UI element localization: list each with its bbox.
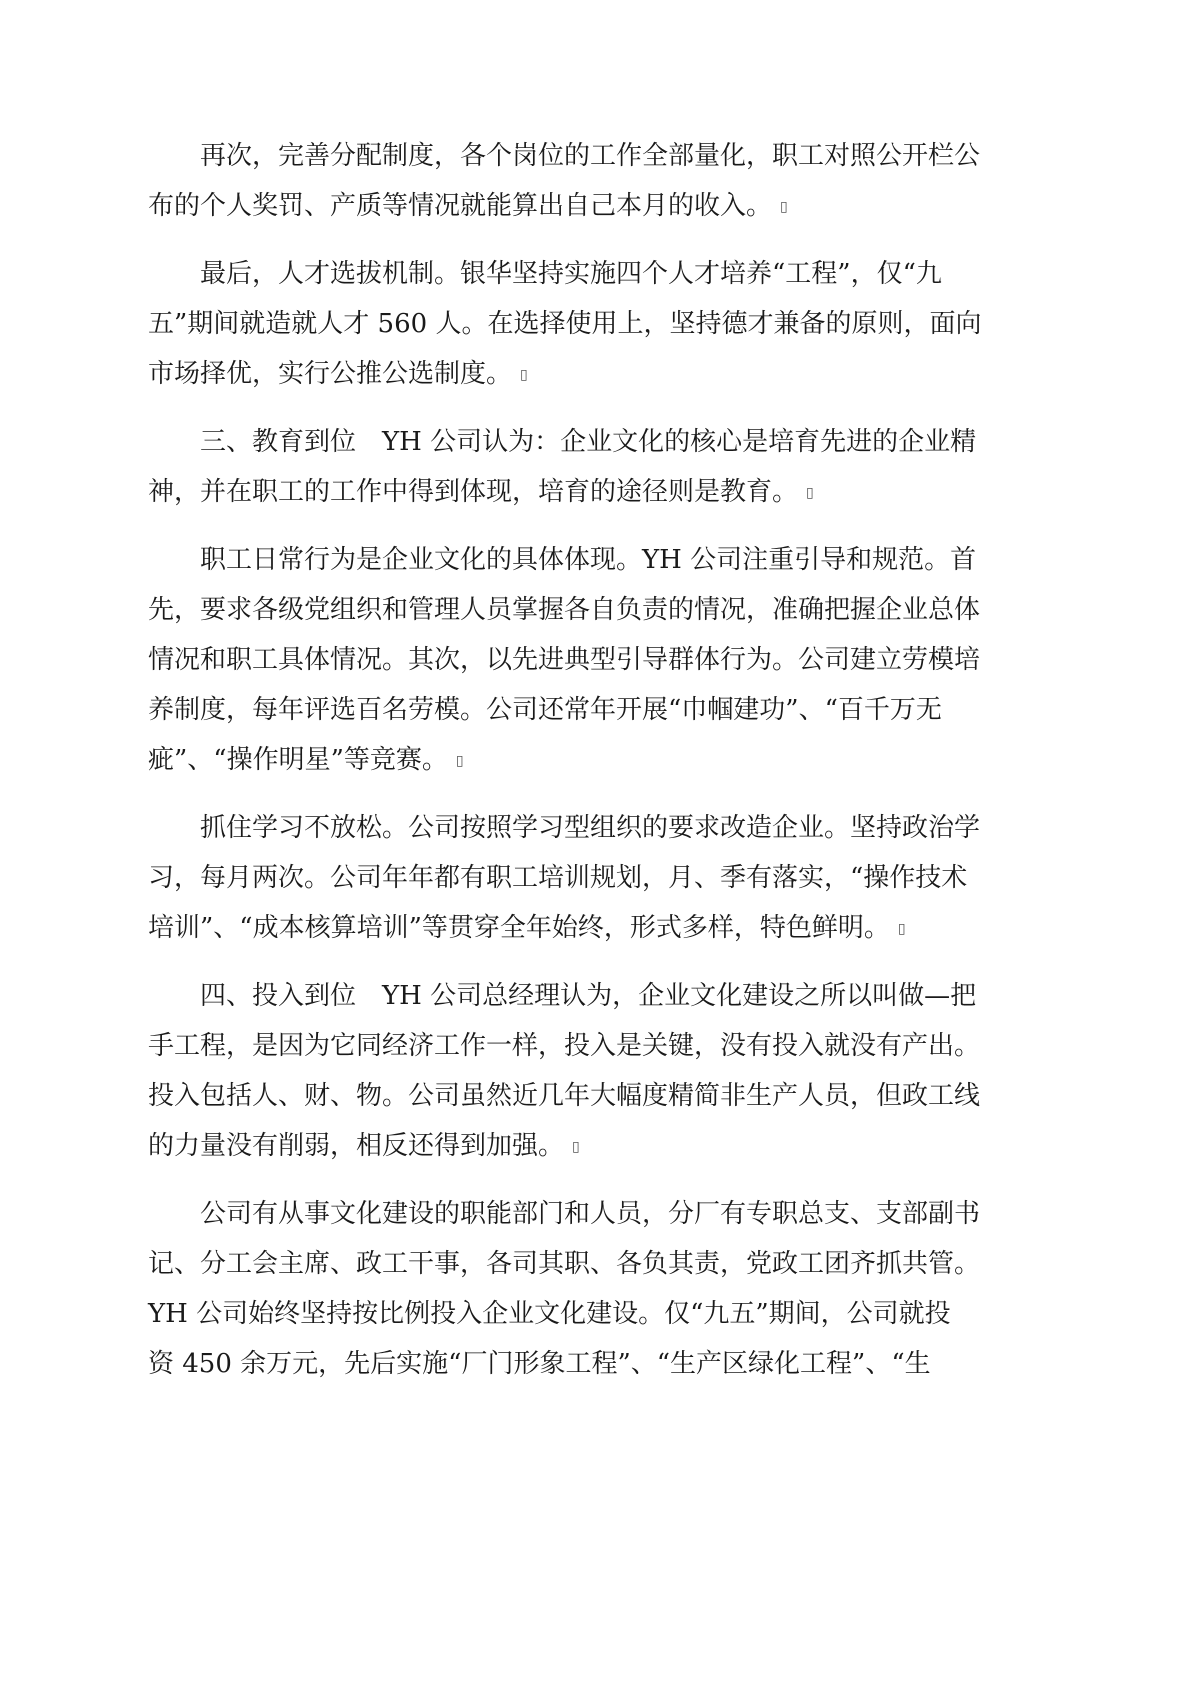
paragraph-investment bbox=[148, 971, 1048, 1172]
paragraph-culture-departments bbox=[148, 1189, 1048, 1389]
text-line: 的力量没有削弱，相反还得到加强。 ▯ bbox=[148, 1121, 1048, 1172]
text-line: 再次，完善分配制度，各个岗位的工作全部量化，职工对照公开栏公 bbox=[200, 141, 981, 171]
text-line: 最后，人才选拔机制。银华坚持实施四个人才培养“工程”，仅“九 bbox=[200, 259, 942, 289]
text-line: 神，并在职工的工作中得到体现，培育的途径则是教育。 ▯ bbox=[148, 467, 1048, 518]
text-line: 抓住学习不放松。公司按照学习型组织的要求改造企业。坚持政治学 bbox=[200, 813, 981, 843]
paragraph-mark-icon: ▯ bbox=[780, 199, 788, 215]
paragraph-daily-behavior bbox=[148, 535, 1048, 786]
paragraph-education bbox=[148, 417, 1048, 518]
paragraph-mark-icon: ▯ bbox=[897, 921, 906, 937]
paragraph-mark-icon: ▯ bbox=[520, 367, 528, 383]
text-line: 养制度，每年评选百名劳模。公司还常年开展“巾帼建功”、“百千万无 bbox=[148, 695, 942, 725]
text-line: 记、分工会主席、政工干事，各司其职、各负其责，党政工团齐抓共管。 bbox=[148, 1249, 981, 1279]
text-line: 培训”、“成本核算培训”等贯穿全年始终，形式多样，特色鲜明。 ▯ bbox=[148, 903, 1048, 954]
text-line: 资 450 余万元，先后实施“厂门形象工程”、“生产区绿化工程”、“生 bbox=[148, 1349, 931, 1379]
text-line: 习，每月两次。公司年年都有职工培训规划，月、季有落实，“操作技术 bbox=[148, 863, 968, 893]
text-line: 布的个人奖罚、产质等情况就能算出自己本月的收入。 ▯ bbox=[148, 181, 1048, 232]
paragraph-mark-icon: ▯ bbox=[572, 1139, 580, 1155]
text-line: 手工程，是因为它同经济工作一样，投入是关键，没有投入就没有产出。 bbox=[148, 1031, 981, 1061]
paragraph-mark-icon: ▯ bbox=[806, 485, 814, 501]
text-line: 投入包括人、财、物。公司虽然近几年大幅度精简非生产人员，但政工线 bbox=[148, 1081, 981, 1111]
text-line: 职工日常行为是企业文化的具体体现。YH 公司注重引导和规范。首 bbox=[200, 545, 977, 575]
paragraph-distribution-system bbox=[148, 131, 1048, 232]
text-line: 疵”、“操作明星”等竞赛。 ▯ bbox=[148, 735, 1048, 786]
text-line: YH 公司始终坚持按比例投入企业文化建设。仅“九五”期间，公司就投 bbox=[148, 1299, 951, 1329]
paragraph-talent-selection bbox=[148, 249, 1048, 400]
paragraph-learning bbox=[148, 803, 1048, 954]
text-line: 五”期间就造就人才 560 人。在选择使用上，坚持德才兼备的原则，面向 bbox=[148, 309, 982, 339]
text-line: 先，要求各级党组织和管理人员掌握各自负责的情况，准确把握企业总体 bbox=[148, 595, 981, 625]
text-line: 情况和职工具体情况。其次，以先进典型引导群体行为。公司建立劳模培 bbox=[148, 645, 981, 675]
paragraph-mark-icon: ▯ bbox=[455, 753, 464, 769]
text-line: 三、教育到位 YH 公司认为：企业文化的核心是培育先进的企业精 bbox=[200, 427, 977, 457]
text-line: 市场择优，实行公推公选制度。 ▯ bbox=[148, 349, 1048, 400]
text-line: 四、投入到位 YH 公司总经理认为，企业文化建设之所以叫做—把 bbox=[200, 981, 977, 1011]
text-line: 公司有从事文化建设的职能部门和人员，分厂有专职总支、支部副书 bbox=[200, 1199, 981, 1229]
